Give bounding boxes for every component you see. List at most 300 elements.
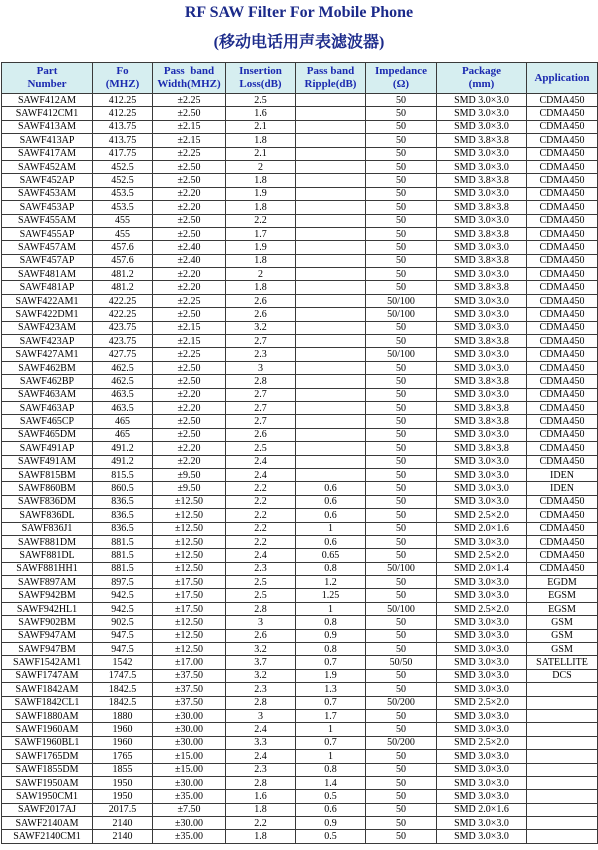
cell-insertion-loss: 2.1 <box>226 120 296 133</box>
cell-pass-band-width: ±37.50 <box>153 669 226 682</box>
cell-insertion-loss: 2.5 <box>226 442 296 455</box>
cell-application: CDMA450 <box>527 348 598 361</box>
cell-fo: 417.75 <box>93 147 153 160</box>
cell-fo: 942.5 <box>93 602 153 615</box>
cell-impedance: 50 <box>366 160 437 173</box>
cell-package: SMD 3.8×3.8 <box>437 201 527 214</box>
cell-insertion-loss: 2 <box>226 268 296 281</box>
cell-part-number: SAWF836DM <box>2 495 93 508</box>
cell-fo: 423.75 <box>93 321 153 334</box>
table-row <box>2 482 598 495</box>
cell-impedance: 50 <box>366 442 437 455</box>
cell-insertion-loss: 2.2 <box>226 214 296 227</box>
table-row <box>2 495 598 508</box>
cell-fo: 457.6 <box>93 254 153 267</box>
cell-application: CDMA450 <box>527 94 598 107</box>
cell-impedance: 50 <box>366 683 437 696</box>
table-row <box>2 656 598 669</box>
header-part-number: Part Number <box>2 63 93 94</box>
cell-impedance: 50 <box>366 629 437 642</box>
cell-part-number: SAWF412CM1 <box>2 107 93 120</box>
cell-impedance: 50 <box>366 509 437 522</box>
cell-impedance: 50 <box>366 120 437 133</box>
cell-fo: 1950 <box>93 790 153 803</box>
cell-application <box>527 709 598 722</box>
cell-pass-band-width: ±2.20 <box>153 401 226 414</box>
header-package: Package (mm) <box>437 63 527 94</box>
cell-impedance: 50 <box>366 709 437 722</box>
cell-package: SMD 3.8×3.8 <box>437 227 527 240</box>
cell-pass-band-width: ±17.50 <box>153 589 226 602</box>
cell-application: CDMA450 <box>527 201 598 214</box>
cell-insertion-loss: 2.7 <box>226 335 296 348</box>
cell-impedance: 50 <box>366 468 437 481</box>
cell-part-number: SAWF1960BL1 <box>2 736 93 749</box>
cell-insertion-loss: 2.3 <box>226 683 296 696</box>
cell-insertion-loss: 2.2 <box>226 535 296 548</box>
cell-fo: 463.5 <box>93 388 153 401</box>
cell-application: CDMA450 <box>527 428 598 441</box>
cell-pass-band-ripple: 0.5 <box>296 790 366 803</box>
cell-pass-band-width: ±17.50 <box>153 576 226 589</box>
cell-fo: 422.25 <box>93 308 153 321</box>
cell-insertion-loss: 3.2 <box>226 321 296 334</box>
cell-pass-band-width: ±2.50 <box>153 107 226 120</box>
cell-package: SMD 3.0×3.0 <box>437 482 527 495</box>
cell-impedance: 50 <box>366 669 437 682</box>
cell-fo: 2140 <box>93 830 153 843</box>
cell-impedance: 50 <box>366 830 437 843</box>
cell-package: SMD 3.0×3.0 <box>437 669 527 682</box>
cell-pass-band-width: ±12.50 <box>153 522 226 535</box>
cell-pass-band-ripple <box>296 375 366 388</box>
cell-package: SMD 3.0×3.0 <box>437 830 527 843</box>
cell-part-number: SAWF455AM <box>2 214 93 227</box>
cell-impedance: 50 <box>366 790 437 803</box>
table-row <box>2 187 598 200</box>
cell-pass-band-ripple: 0.9 <box>296 629 366 642</box>
header-pass-band-width: Pass band Width(MHZ) <box>153 63 226 94</box>
cell-application: CDMA450 <box>527 174 598 187</box>
cell-pass-band-width: ±37.50 <box>153 696 226 709</box>
cell-pass-band-ripple: 0.6 <box>296 509 366 522</box>
cell-pass-band-width: ±2.20 <box>153 455 226 468</box>
cell-fo: 836.5 <box>93 509 153 522</box>
cell-impedance: 50 <box>366 201 437 214</box>
cell-fo: 1960 <box>93 736 153 749</box>
table-row <box>2 683 598 696</box>
cell-pass-band-ripple <box>296 428 366 441</box>
cell-part-number: SAWF453AP <box>2 201 93 214</box>
cell-fo: 423.75 <box>93 335 153 348</box>
cell-insertion-loss: 2.8 <box>226 375 296 388</box>
cell-insertion-loss: 2.2 <box>226 495 296 508</box>
cell-pass-band-width: ±2.25 <box>153 94 226 107</box>
cell-part-number: SAWF897AM <box>2 576 93 589</box>
cell-part-number: SAWF1842AM <box>2 683 93 696</box>
cell-pass-band-ripple: 0.7 <box>296 656 366 669</box>
cell-package: SMD 3.0×3.0 <box>437 643 527 656</box>
table-row <box>2 696 598 709</box>
cell-package: SMD 3.0×3.0 <box>437 241 527 254</box>
cell-package: SMD 3.0×3.0 <box>437 683 527 696</box>
cell-part-number: SAWF1880AM <box>2 709 93 722</box>
table-row <box>2 241 598 254</box>
table-row <box>2 468 598 481</box>
cell-insertion-loss: 1.8 <box>226 281 296 294</box>
cell-part-number: SAWF881DM <box>2 535 93 548</box>
cell-application: GSM <box>527 616 598 629</box>
cell-pass-band-ripple: 1.2 <box>296 576 366 589</box>
cell-part-number: SAW1950CM1 <box>2 790 93 803</box>
cell-part-number: SAWF462BP <box>2 375 93 388</box>
cell-application: CDMA450 <box>527 187 598 200</box>
cell-fo: 465 <box>93 428 153 441</box>
cell-pass-band-ripple: 0.8 <box>296 763 366 776</box>
cell-package: SMD 3.0×3.0 <box>437 776 527 789</box>
cell-pass-band-width: ±2.20 <box>153 268 226 281</box>
cell-impedance: 50 <box>366 147 437 160</box>
cell-application: CDMA450 <box>527 321 598 334</box>
cell-insertion-loss: 1.7 <box>226 227 296 240</box>
table-row <box>2 776 598 789</box>
cell-application: CDMA450 <box>527 254 598 267</box>
cell-package: SMD 3.0×3.0 <box>437 361 527 374</box>
cell-pass-band-width: ±17.00 <box>153 656 226 669</box>
cell-impedance: 50 <box>366 589 437 602</box>
cell-pass-band-width: ±2.40 <box>153 254 226 267</box>
cell-application: CDMA450 <box>527 549 598 562</box>
cell-fo: 413.75 <box>93 120 153 133</box>
cell-insertion-loss: 2 <box>226 160 296 173</box>
cell-pass-band-width: ±2.50 <box>153 428 226 441</box>
cell-pass-band-width: ±30.00 <box>153 736 226 749</box>
cell-package: SMD 2.5×2.0 <box>437 602 527 615</box>
cell-impedance: 50 <box>366 535 437 548</box>
cell-fo: 1880 <box>93 709 153 722</box>
cell-part-number: SAWF462BM <box>2 361 93 374</box>
table-row <box>2 308 598 321</box>
cell-impedance: 50 <box>366 455 437 468</box>
cell-insertion-loss: 1.9 <box>226 187 296 200</box>
cell-fo: 1747.5 <box>93 669 153 682</box>
cell-fo: 457.6 <box>93 241 153 254</box>
table-header-row <box>2 63 598 94</box>
cell-package: SMD 3.0×3.0 <box>437 214 527 227</box>
cell-insertion-loss: 2.6 <box>226 428 296 441</box>
cell-impedance: 50 <box>366 174 437 187</box>
cell-pass-band-width: ±2.25 <box>153 147 226 160</box>
cell-application <box>527 683 598 696</box>
cell-insertion-loss: 2.7 <box>226 388 296 401</box>
table-row <box>2 147 598 160</box>
cell-pass-band-ripple <box>296 134 366 147</box>
table-row <box>2 817 598 830</box>
cell-application <box>527 803 598 816</box>
cell-pass-band-width: ±2.15 <box>153 120 226 133</box>
header-impedance: Impedance (Ω) <box>366 63 437 94</box>
cell-impedance: 50 <box>366 549 437 562</box>
cell-package: SMD 3.0×3.0 <box>437 348 527 361</box>
cell-application <box>527 696 598 709</box>
cell-fo: 942.5 <box>93 589 153 602</box>
cell-package: SMD 3.8×3.8 <box>437 281 527 294</box>
cell-application: CDMA450 <box>527 455 598 468</box>
cell-pass-band-width: ±2.15 <box>153 335 226 348</box>
cell-pass-band-width: ±35.00 <box>153 790 226 803</box>
cell-pass-band-ripple <box>296 254 366 267</box>
cell-insertion-loss: 3.2 <box>226 669 296 682</box>
cell-part-number: SAWF881HH1 <box>2 562 93 575</box>
cell-fo: 462.5 <box>93 361 153 374</box>
cell-package: SMD 3.8×3.8 <box>437 375 527 388</box>
cell-fo: 881.5 <box>93 549 153 562</box>
table-row <box>2 348 598 361</box>
cell-pass-band-width: ±12.50 <box>153 549 226 562</box>
cell-impedance: 50 <box>366 388 437 401</box>
cell-package: SMD 3.0×3.0 <box>437 817 527 830</box>
table-row <box>2 709 598 722</box>
cell-package: SMD 3.8×3.8 <box>437 415 527 428</box>
cell-application: CDMA450 <box>527 281 598 294</box>
cell-package: SMD 3.0×3.0 <box>437 94 527 107</box>
cell-application: EGDM <box>527 576 598 589</box>
cell-part-number: SAWF860BM <box>2 482 93 495</box>
cell-impedance: 50 <box>366 763 437 776</box>
header-application: Application <box>527 63 598 94</box>
cell-pass-band-ripple <box>296 268 366 281</box>
table-row <box>2 629 598 642</box>
cell-impedance: 50 <box>366 401 437 414</box>
cell-pass-band-ripple <box>296 401 366 414</box>
cell-pass-band-width: ±2.50 <box>153 308 226 321</box>
cell-insertion-loss: 2.4 <box>226 468 296 481</box>
cell-pass-band-ripple <box>296 361 366 374</box>
cell-pass-band-ripple <box>296 348 366 361</box>
cell-package: SMD 2.5×2.0 <box>437 696 527 709</box>
cell-application: CDMA450 <box>527 442 598 455</box>
cell-package: SMD 3.8×3.8 <box>437 442 527 455</box>
table-row <box>2 254 598 267</box>
cell-package: SMD 3.8×3.8 <box>437 134 527 147</box>
cell-insertion-loss: 3.7 <box>226 656 296 669</box>
cell-application: CDMA450 <box>527 214 598 227</box>
page-title: RF SAW Filter For Mobile Phone <box>184 4 414 21</box>
cell-pass-band-width: ±7.50 <box>153 803 226 816</box>
cell-insertion-loss: 1.6 <box>226 107 296 120</box>
cell-impedance: 50 <box>366 281 437 294</box>
table-row <box>2 107 598 120</box>
table-row <box>2 616 598 629</box>
cell-application: CDMA450 <box>527 509 598 522</box>
cell-application: CDMA450 <box>527 401 598 414</box>
cell-impedance: 50/100 <box>366 602 437 615</box>
cell-impedance: 50 <box>366 750 437 763</box>
cell-application <box>527 830 598 843</box>
cell-pass-band-width: ±2.50 <box>153 361 226 374</box>
cell-insertion-loss: 2.5 <box>226 94 296 107</box>
cell-impedance: 50/100 <box>366 294 437 307</box>
cell-pass-band-ripple: 1.9 <box>296 669 366 682</box>
table-row <box>2 643 598 656</box>
cell-package: SMD 3.0×3.0 <box>437 187 527 200</box>
cell-impedance: 50/100 <box>366 348 437 361</box>
table-row <box>2 294 598 307</box>
cell-part-number: SAWF836DL <box>2 509 93 522</box>
cell-pass-band-ripple <box>296 94 366 107</box>
cell-part-number: SAWF491AP <box>2 442 93 455</box>
cell-package: SMD 2.0×1.6 <box>437 522 527 535</box>
cell-insertion-loss: 2.6 <box>226 294 296 307</box>
cell-package: SMD 3.0×3.0 <box>437 294 527 307</box>
cell-application <box>527 790 598 803</box>
cell-fo: 881.5 <box>93 562 153 575</box>
cell-application <box>527 736 598 749</box>
cell-insertion-loss: 1.8 <box>226 803 296 816</box>
cell-pass-band-width: ±2.20 <box>153 281 226 294</box>
cell-application <box>527 776 598 789</box>
cell-package: SMD 3.0×3.0 <box>437 790 527 803</box>
cell-pass-band-width: ±2.50 <box>153 160 226 173</box>
cell-pass-band-width: ±2.40 <box>153 241 226 254</box>
cell-application: CDMA450 <box>527 227 598 240</box>
cell-pass-band-width: ±12.50 <box>153 629 226 642</box>
cell-pass-band-ripple <box>296 455 366 468</box>
cell-part-number: SAWF452AP <box>2 174 93 187</box>
table-row <box>2 335 598 348</box>
cell-fo: 452.5 <box>93 160 153 173</box>
cell-impedance: 50 <box>366 616 437 629</box>
cell-package: SMD 3.0×3.0 <box>437 160 527 173</box>
cell-part-number: SAWF413AM <box>2 120 93 133</box>
cell-pass-band-ripple: 0.7 <box>296 736 366 749</box>
cell-application: CDMA450 <box>527 241 598 254</box>
cell-insertion-loss: 1.8 <box>226 254 296 267</box>
cell-impedance: 50 <box>366 134 437 147</box>
cell-application: SATELLITE <box>527 656 598 669</box>
cell-part-number: SAWF417AM <box>2 147 93 160</box>
cell-application: GSM <box>527 629 598 642</box>
cell-impedance: 50 <box>366 723 437 736</box>
cell-insertion-loss: 2.7 <box>226 401 296 414</box>
cell-impedance: 50 <box>366 268 437 281</box>
cell-insertion-loss: 2.3 <box>226 348 296 361</box>
table-row <box>2 442 598 455</box>
cell-package: SMD 2.5×2.0 <box>437 736 527 749</box>
cell-pass-band-width: ±2.20 <box>153 388 226 401</box>
cell-pass-band-ripple: 1.3 <box>296 683 366 696</box>
cell-impedance: 50 <box>366 428 437 441</box>
table-row <box>2 790 598 803</box>
cell-impedance: 50 <box>366 361 437 374</box>
cell-pass-band-width: ±37.50 <box>153 683 226 696</box>
cell-fo: 412.25 <box>93 107 153 120</box>
cell-part-number: SAWF491AM <box>2 455 93 468</box>
cell-part-number: SAWF465CP <box>2 415 93 428</box>
table-row <box>2 388 598 401</box>
cell-package: SMD 3.0×3.0 <box>437 321 527 334</box>
cell-application: CDMA450 <box>527 535 598 548</box>
cell-impedance: 50/200 <box>366 696 437 709</box>
cell-application <box>527 723 598 736</box>
cell-insertion-loss: 1.8 <box>226 830 296 843</box>
cell-fo: 455 <box>93 227 153 240</box>
table-row <box>2 428 598 441</box>
cell-package: SMD 3.0×3.0 <box>437 388 527 401</box>
cell-pass-band-ripple: 0.6 <box>296 495 366 508</box>
cell-part-number: SAWF1747AM <box>2 669 93 682</box>
cell-application: EGSM <box>527 589 598 602</box>
cell-part-number: SAWF413AP <box>2 134 93 147</box>
table-row <box>2 174 598 187</box>
table-row <box>2 763 598 776</box>
cell-insertion-loss: 1.9 <box>226 241 296 254</box>
cell-impedance: 50 <box>366 227 437 240</box>
cell-package: SMD 3.8×3.8 <box>437 335 527 348</box>
cell-package: SMD 3.0×3.0 <box>437 120 527 133</box>
table-row <box>2 549 598 562</box>
cell-pass-band-ripple <box>296 281 366 294</box>
cell-package: SMD 3.0×3.0 <box>437 468 527 481</box>
cell-insertion-loss: 2.6 <box>226 629 296 642</box>
table-row <box>2 455 598 468</box>
cell-pass-band-width: ±12.50 <box>153 616 226 629</box>
cell-fo: 836.5 <box>93 495 153 508</box>
cell-pass-band-ripple: 1 <box>296 723 366 736</box>
cell-part-number: SAWF423AP <box>2 335 93 348</box>
cell-pass-band-width: ±15.00 <box>153 750 226 763</box>
cell-fo: 455 <box>93 214 153 227</box>
cell-pass-band-width: ±30.00 <box>153 776 226 789</box>
cell-package: SMD 3.0×3.0 <box>437 709 527 722</box>
cell-part-number: SAWF481AM <box>2 268 93 281</box>
cell-impedance: 50 <box>366 335 437 348</box>
cell-part-number: SAWF422DM1 <box>2 308 93 321</box>
cell-pass-band-ripple: 0.8 <box>296 616 366 629</box>
cell-package: SMD 3.0×3.0 <box>437 723 527 736</box>
cell-pass-band-ripple: 0.9 <box>296 817 366 830</box>
cell-package: SMD 3.0×3.0 <box>437 268 527 281</box>
cell-application: CDMA450 <box>527 134 598 147</box>
cell-fo: 1950 <box>93 776 153 789</box>
cell-impedance: 50 <box>366 187 437 200</box>
cell-pass-band-width: ±2.25 <box>153 348 226 361</box>
table-row <box>2 830 598 843</box>
cell-insertion-loss: 2.5 <box>226 589 296 602</box>
cell-application: GSM <box>527 643 598 656</box>
cell-fo: 491.2 <box>93 442 153 455</box>
cell-impedance: 50 <box>366 241 437 254</box>
cell-pass-band-width: ±2.20 <box>153 187 226 200</box>
cell-fo: 422.25 <box>93 294 153 307</box>
cell-pass-band-ripple: 0.7 <box>296 696 366 709</box>
cell-pass-band-ripple <box>296 308 366 321</box>
cell-application: DCS <box>527 669 598 682</box>
cell-insertion-loss: 3 <box>226 616 296 629</box>
cell-fo: 947.5 <box>93 643 153 656</box>
table-row <box>2 723 598 736</box>
cell-insertion-loss: 2.2 <box>226 509 296 522</box>
cell-part-number: SAWF457AM <box>2 241 93 254</box>
cell-pass-band-ripple <box>296 241 366 254</box>
cell-part-number: SAWF942BM <box>2 589 93 602</box>
cell-fo: 1842.5 <box>93 683 153 696</box>
cell-pass-band-ripple: 0.8 <box>296 643 366 656</box>
cell-pass-band-width: ±2.50 <box>153 375 226 388</box>
cell-pass-band-ripple: 1.7 <box>296 709 366 722</box>
header-pass-band-ripple: Pass band Ripple(dB) <box>296 63 366 94</box>
cell-fo: 462.5 <box>93 375 153 388</box>
